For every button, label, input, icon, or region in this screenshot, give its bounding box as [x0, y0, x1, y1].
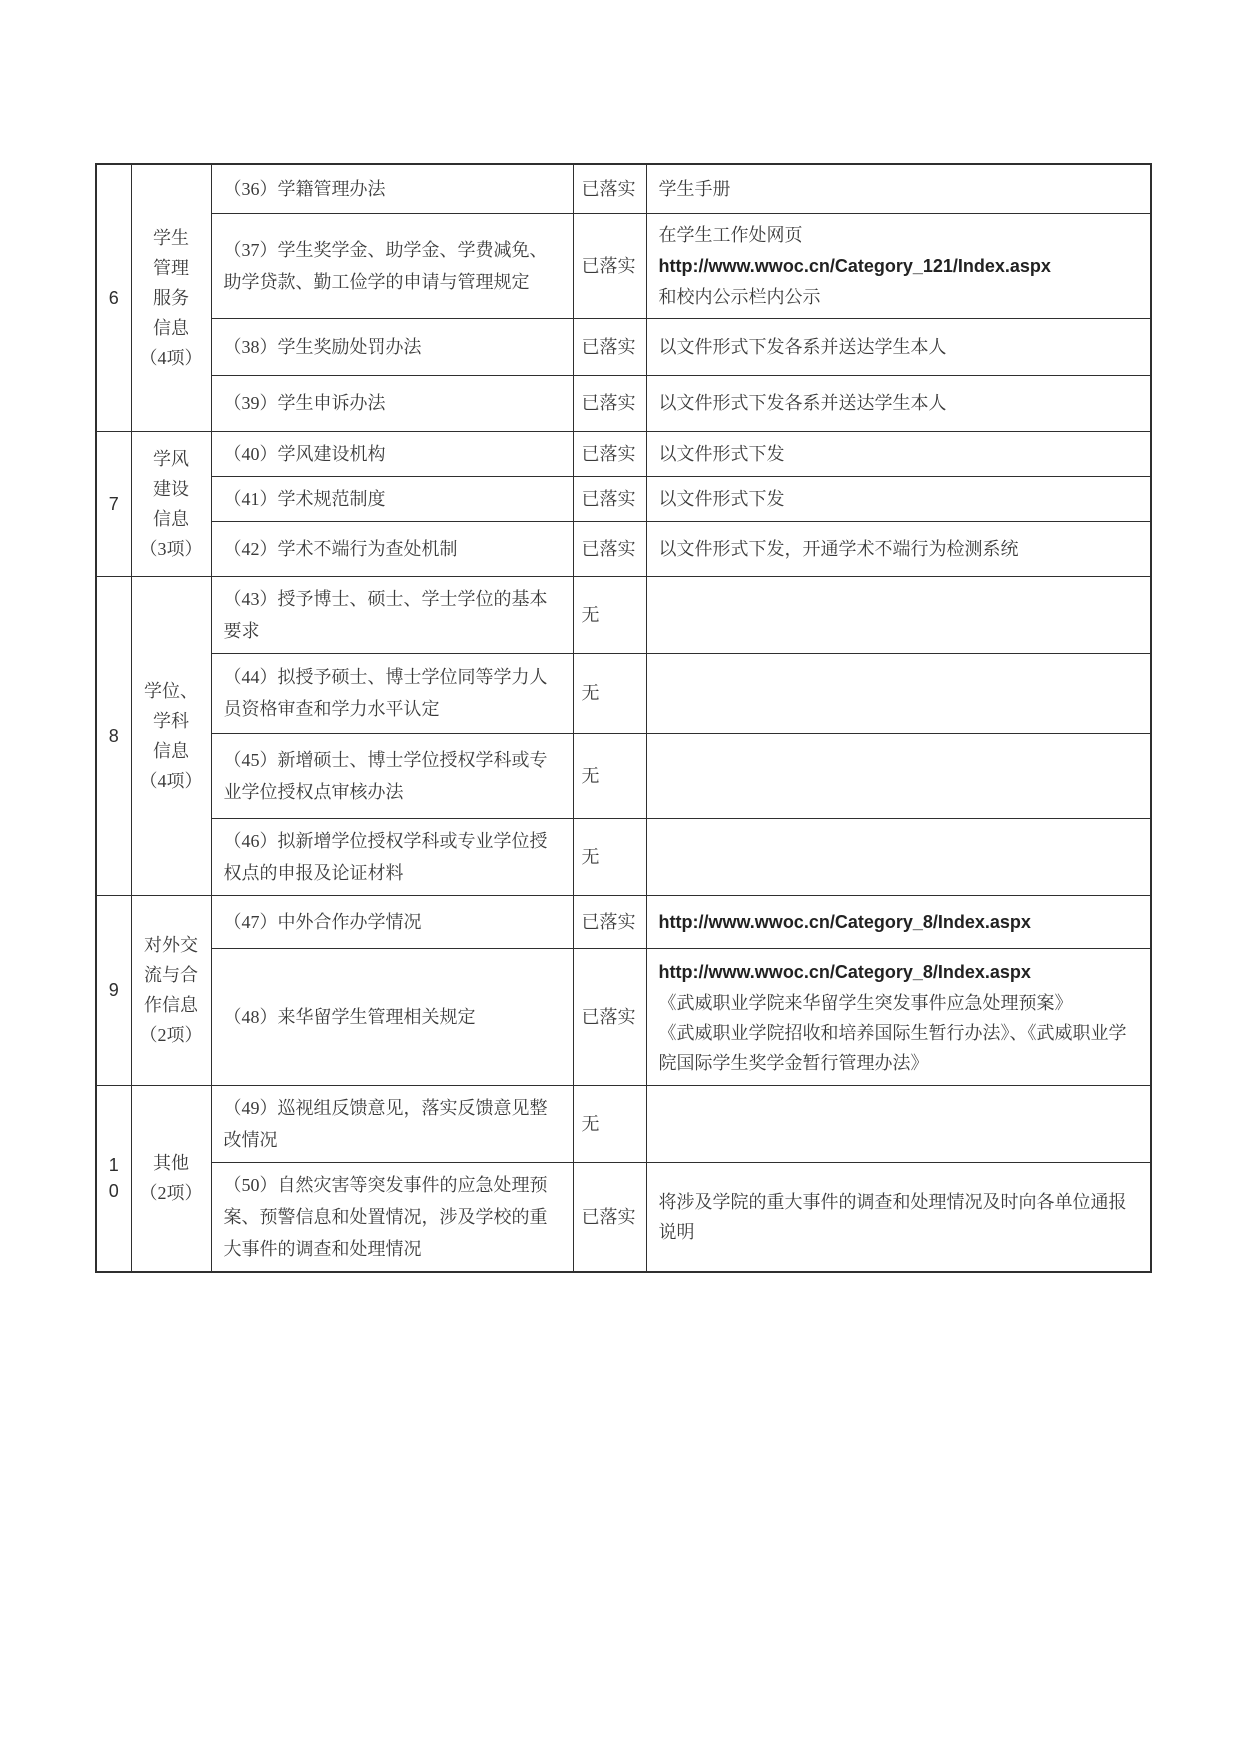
category-text: 作信息 [144, 995, 198, 1015]
item-cell: （41）学术规范制度 [211, 476, 573, 521]
status-cell: 无 [573, 733, 646, 818]
table-row [96, 521, 1151, 576]
category-text: （4项） [139, 770, 203, 791]
category-text: 信息 [153, 508, 189, 529]
category-text: （2项） [139, 1183, 203, 1203]
table-row [96, 164, 1151, 213]
item-cell: （39）学生申诉办法 [211, 375, 573, 431]
table-row [96, 653, 1151, 733]
category-cell [131, 576, 211, 895]
note-cell [646, 1162, 1151, 1272]
status-cell: 已落实 [573, 476, 646, 521]
table-row [96, 1162, 1151, 1272]
category-text: 服务 [153, 287, 189, 308]
category-text: 信息 [153, 740, 189, 761]
row-number-cell [96, 895, 131, 1085]
row-number-cell [96, 164, 131, 431]
note-cell [646, 375, 1151, 431]
item-cell: （47）中外合作办学情况 [211, 895, 573, 948]
row-number-text: 8 [108, 725, 119, 746]
category-text: 学风 [153, 448, 189, 469]
category-text: 学生 [153, 227, 189, 248]
url-text: http://www.wwoc.cn/Category_8/Index.aspx [658, 911, 1031, 932]
status-cell: 无 [573, 576, 646, 653]
section-7 [96, 431, 1151, 576]
status-cell: 已落实 [573, 521, 646, 576]
status-cell: 已落实 [573, 375, 646, 431]
note-text: 以文件形式下发 [658, 443, 785, 464]
table-row [96, 1085, 1151, 1162]
status-cell: 已落实 [573, 948, 646, 1085]
category-cell [131, 895, 211, 1085]
category-text: （4项） [139, 347, 203, 368]
status-cell: 已落实 [573, 318, 646, 375]
status-cell: 已落实 [573, 1162, 646, 1272]
row-number-cell [96, 1085, 131, 1272]
note-text: 《武威职业学院来华留学生突发事件应急处理预案》 [658, 992, 1073, 1013]
item-cell: （38）学生奖励处罚办法 [211, 318, 573, 375]
section-9 [96, 895, 1151, 1085]
row-number-cell [96, 431, 131, 576]
category-text: （3项） [139, 538, 203, 559]
note-text: 在学生工作处网页 [658, 224, 803, 245]
category-text: 对外交 [144, 935, 198, 955]
note-cell [646, 318, 1151, 375]
item-cell: （43）授予博士、硕士、学士学位的基本要求 [211, 576, 573, 653]
note-cell [646, 895, 1151, 948]
row-number-text: 0 [108, 1181, 119, 1201]
status-cell: 无 [573, 1085, 646, 1162]
note-cell [646, 431, 1151, 476]
table-row [96, 318, 1151, 375]
note-cell [646, 213, 1151, 318]
table-row [96, 576, 1151, 653]
status-cell: 已落实 [573, 895, 646, 948]
table-row [96, 213, 1151, 318]
category-cell [131, 164, 211, 431]
note-text: 以文件形式下发各系并送达学生本人 [658, 393, 947, 413]
item-cell: （46）拟新增学位授权学科或专业学位授权点的申报及论证材料 [211, 818, 573, 895]
item-cell: （40）学风建设机构 [211, 431, 573, 476]
table-row [96, 818, 1151, 895]
note-cell [646, 818, 1151, 895]
status-cell: 已落实 [573, 213, 646, 318]
note-cell [646, 576, 1151, 653]
note-text: 以文件形式下发 [658, 488, 785, 509]
item-cell: （44）拟授予硕士、博士学位同等学力人员资格审查和学力水平认定 [211, 653, 573, 733]
section-6 [96, 164, 1151, 431]
table-row [96, 895, 1151, 948]
item-cell: （45）新增硕士、博士学位授权学科或专业学位授权点审核办法 [211, 733, 573, 818]
note-cell [646, 653, 1151, 733]
row-number-text: 7 [108, 493, 119, 514]
item-cell: （42）学术不端行为查处机制 [211, 521, 573, 576]
category-text: 流与合 [144, 965, 198, 985]
note-cell [646, 476, 1151, 521]
url-text: http://www.wwoc.cn/Category_121/Index.aspx [658, 255, 1051, 276]
note-cell [646, 164, 1151, 213]
note-text: 以文件形式下发，开通学术不端行为检测系统 [658, 538, 1019, 559]
status-cell: 已落实 [573, 431, 646, 476]
url-text: http://www.wwoc.cn/Category_8/Index.aspx [658, 961, 1031, 982]
section-8 [96, 576, 1151, 895]
row-number-text: 1 [108, 1155, 119, 1175]
category-text: 信息 [153, 317, 189, 338]
section-10 [96, 1085, 1151, 1272]
status-cell: 无 [573, 653, 646, 733]
row-number-cell [96, 576, 131, 895]
row-number-text: 9 [108, 980, 119, 1000]
category-cell [131, 431, 211, 576]
category-text: （2项） [139, 1025, 203, 1045]
note-cell [646, 1085, 1151, 1162]
table-row [96, 476, 1151, 521]
category-text: 学位、 [144, 680, 198, 701]
item-cell: （50）自然灾害等突发事件的应急处理预案、预警信息和处置情况，涉及学校的重大事件的调查和处理情况 [211, 1162, 573, 1272]
note-cell [646, 733, 1151, 818]
table-row [96, 733, 1151, 818]
category-text: 其他 [153, 1153, 189, 1173]
item-cell: （36）学籍管理办法 [211, 164, 573, 213]
category-cell [131, 1085, 211, 1272]
note-text: 和校内公示栏内公示 [658, 286, 821, 307]
item-cell: （49）巡视组反馈意见，落实反馈意见整改情况 [211, 1085, 573, 1162]
status-cell: 已落实 [573, 164, 646, 213]
note-cell [646, 521, 1151, 576]
item-cell: （48）来华留学生管理相关规定 [211, 948, 573, 1085]
item-cell: （37）学生奖学金、助学金、学费减免、助学贷款、勤工俭学的申请与管理规定 [211, 213, 573, 318]
disclosure-table [95, 163, 1152, 1273]
category-text: 学科 [153, 710, 189, 731]
note-text: 将涉及学院的重大事件的调查和处理情况及时向各单位通报说明 [658, 1191, 1127, 1242]
note-text: 学生手册 [658, 178, 731, 199]
note-text: 《武威职业学院招收和培养国际生暂行办法》、《武威职业学院国际学生奖学金暂行管理办法》 [658, 1022, 1127, 1073]
note-cell [646, 948, 1151, 1085]
table-row [96, 375, 1151, 431]
note-text: 以文件形式下发各系并送达学生本人 [658, 336, 947, 357]
category-text: 建设 [153, 478, 189, 499]
table-row [96, 948, 1151, 1085]
category-text: 管理 [153, 257, 189, 278]
table-row [96, 431, 1151, 476]
status-cell: 无 [573, 818, 646, 895]
row-number-text: 6 [108, 287, 119, 308]
